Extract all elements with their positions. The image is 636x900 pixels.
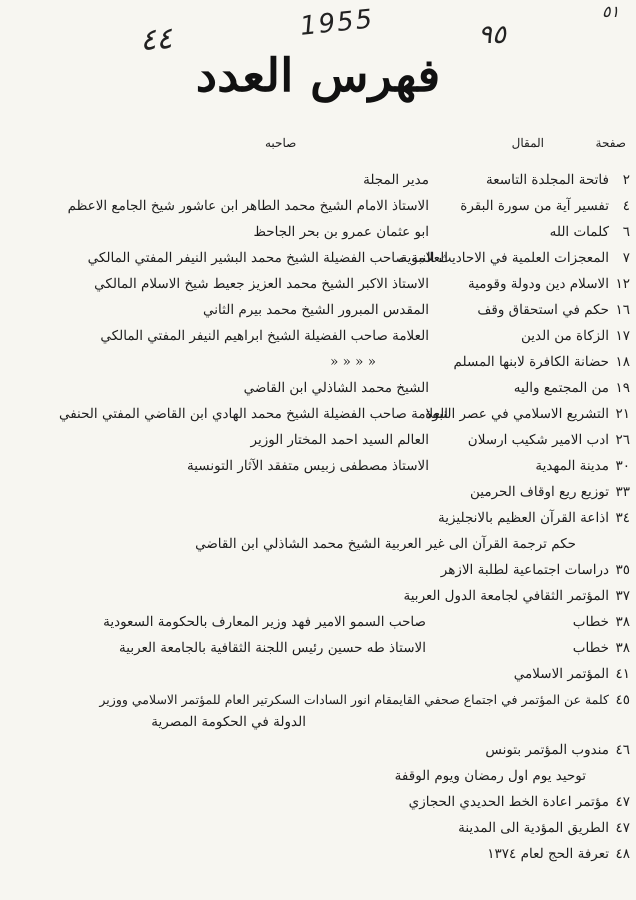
toc-row [0,250,636,274]
article-author: المقدس المبرور الشيخ محمد بيرم الثاني [203,302,429,318]
toc-row [0,768,636,792]
article-title: توزيع ريع اوقاف الحرمين [470,484,609,500]
article-author: العالم السيد احمد المختار الوزير [250,432,429,448]
page-number: ٤٥ [615,692,630,708]
article-title: حكم في استحقاق وقف [477,302,609,318]
article-title: الطريق المؤدية الى المدينة [458,820,609,836]
toc-row [0,458,636,482]
handwritten-number-mid: ٩٥ [478,20,506,50]
page-number: ١٧ [615,328,630,344]
article-author: مدير المجلة [363,172,429,188]
page-number: ٣٥ [615,562,630,578]
toc-row [0,692,636,716]
page-number: ٤١ [615,666,630,682]
toc-row [0,820,636,844]
article-title: تفسير آية من سورة البقرة [460,198,609,214]
handwritten-number-corner: ٥١ [602,2,620,21]
article-title: الاسلام دين ودولة وقومية [468,276,609,292]
page-number: ٧ [622,250,630,266]
page-number: ٤٧ [615,794,630,810]
toc-row [0,380,636,404]
article-author: العلامة صاحب الفضيلة الشيخ محمد البشير النيفر المفتي المالكي [87,250,448,266]
toc-row [0,224,636,248]
toc-row [0,714,636,738]
toc-row [0,562,636,586]
handwritten-year: 1955 [298,4,376,42]
page-number: ٣٨ [615,614,630,630]
page-title: فهرس العدد [195,49,441,103]
article-title: حضانة الكافرة لابنها المسلم [453,354,609,370]
toc-row [0,742,636,766]
article-title: ادب الامير شكيب ارسلان [467,432,609,448]
article-title: خطاب [572,614,609,630]
toc-row [0,432,636,456]
column-header-page: صفحة [595,136,626,150]
article-author: العلامة صاحب الفضيلة الشيخ محمد الهادي ابن القاضي المفتي الحنفي [58,406,448,422]
article-title: مدينة المهدية [535,458,609,474]
article-title: مندوب المؤتمر بتونس [485,742,609,758]
toc-row [0,172,636,196]
toc-row [0,666,636,690]
page-number: ٤٦ [615,742,630,758]
article-title: تعرفة الحج لعام ١٣٧٤ [487,846,609,862]
article-title: التشريع الاسلامي في عصر النبوة [425,406,609,422]
article-title: مؤتمر اعادة الخط الحديدي الحجازي [408,794,609,810]
article-title: المعجزات العلمية في الاحاديث النبوية [400,250,609,266]
article-title: حكم ترجمة القرآن الى غير العربية الشيخ محمد الشاذلي ابن القاضي [195,536,576,552]
page-number: ٣٣ [615,484,630,500]
page-number: ١٦ [615,302,630,318]
toc-row [0,846,636,870]
toc-row [0,510,636,534]
article-title: الزكاة من الدين [520,328,609,344]
page-number: ٣٧ [615,588,630,604]
page-number: ١٨ [615,354,630,370]
toc-row [0,484,636,508]
article-title: المؤتمر الثقافي لجامعة الدول العربية [403,588,609,604]
page-number: ٢٦ [615,432,630,448]
article-author: صاحب السمو الامير فهد وزير المعارف بالحكومة السعودية [103,614,426,630]
page-number: ١٢ [615,276,630,292]
page-number: ٤٧ [615,820,630,836]
toc-row [0,354,636,378]
article-title: كلمات الله [549,224,609,240]
toc-row [0,640,636,664]
column-header-article: المقال [511,136,544,150]
toc-row [0,614,636,638]
page-number: ٣٨ [615,640,630,656]
article-author: الاستاذ الامام الشيخ محمد الطاهر ابن عاشور شيخ الجامع الاعظم [67,198,429,214]
toc-row [0,328,636,352]
article-title: المؤتمر الاسلامي [513,666,609,682]
toc-row [0,302,636,326]
article-author: العلامة صاحب الفضيلة الشيخ ابراهيم النيفر المفتي المالكي [100,328,429,344]
article-author: الشيخ محمد الشاذلي ابن القاضي [243,380,429,396]
article-author: الاستاذ الاكبر الشيخ محمد العزيز جعيط شيخ الاسلام المالكي [94,276,429,292]
page-number: ١٩ [615,380,630,396]
article-author: الاستاذ مصطفى زبيس متفقد الآثار التونسية [187,458,429,474]
toc-row [0,536,636,560]
page-number: ٦ [622,224,630,240]
toc-row [0,406,636,430]
article-title: من المجتمع واليه [513,380,609,396]
article-title: كلمة عن المؤتمر في اجتماع صحفي القايمقام انور السادات السكرتير العام للمؤتمر الاسلامي ووزير [99,692,609,707]
article-title: اذاعة القرآن العظيم بالانجليزية [437,510,609,526]
article-title-continued: الدولة في الحكومة المصرية [151,714,306,730]
article-title: دراسات اجتماعية لطلبة الازهر [440,562,609,578]
ditto-marks: « « « « [330,354,376,370]
article-author: الاستاذ طه حسين رئيس اللجنة الثقافية بالجامعة العربية [119,640,426,656]
toc-row [0,794,636,818]
page-number: ٣٠ [615,458,630,474]
article-author: ابو عثمان عمرو بن بحر الجاحظ [253,224,429,240]
article-title: توحيد يوم اول رمضان ويوم الوقفة [394,768,586,784]
toc-row [0,276,636,300]
toc-row [0,198,636,222]
page-number: ٢١ [615,406,630,422]
page-number: ٤ [622,198,630,214]
page-number: ٢ [622,172,630,188]
handwritten-number-left: ٤٤ [138,20,174,59]
article-title: خطاب [572,640,609,656]
toc-row [0,588,636,612]
column-header-author: صاحبه [265,136,297,150]
article-title: فاتحة المجلدة التاسعة [486,172,609,188]
page-number: ٤٨ [615,846,630,862]
page-number: ٣٤ [615,510,630,526]
